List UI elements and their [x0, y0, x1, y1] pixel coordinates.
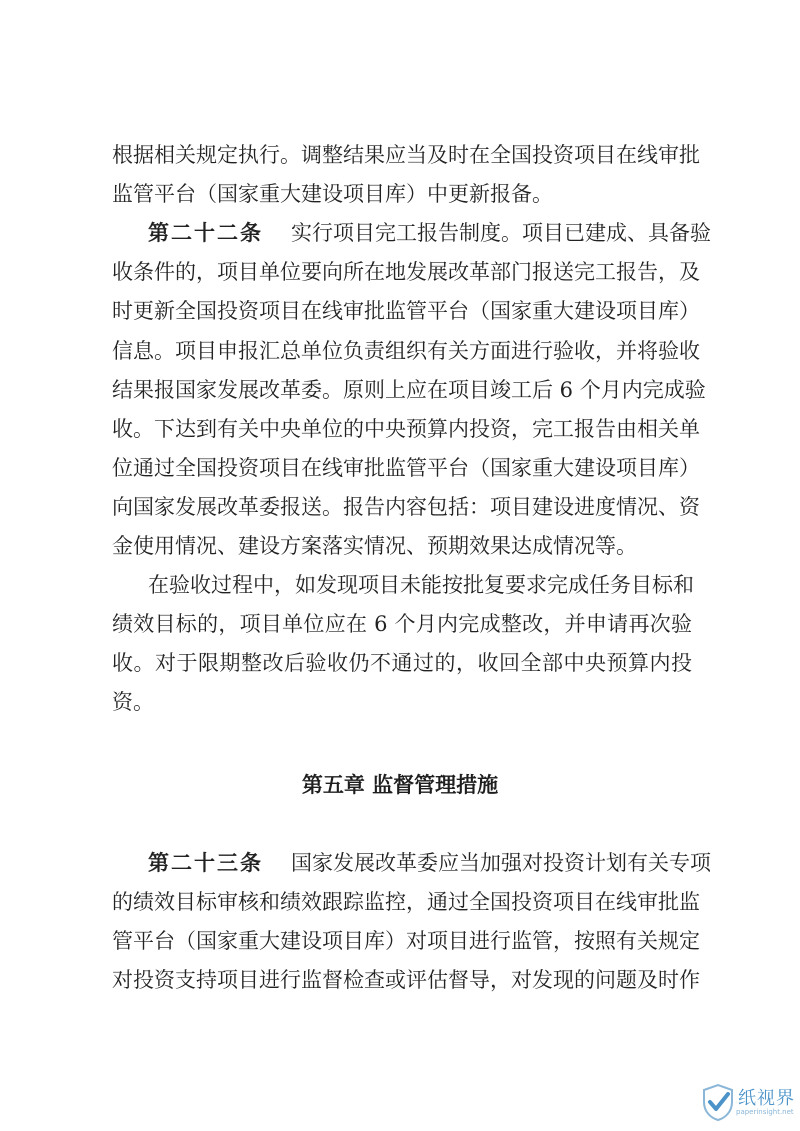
article-22-label: 第二十二条	[148, 221, 263, 245]
article-23-text: 国家发展改革委应当加强对投资计划有关专项	[291, 851, 711, 875]
article-22-line: 收条件的，项目单位要向所在地发展改革部门报送完工报告，及	[112, 260, 700, 284]
paragraph-line: 监管平台（国家重大建设项目库）中更新报备。	[112, 182, 553, 206]
article-22-text: 实行项目完工报告制度。项目已建成、具备验	[291, 221, 711, 245]
paragraph-line: 资。	[112, 690, 154, 714]
article-22-line: 信息。项目申报汇总单位负责组织有关方面进行验收，并将验收	[112, 339, 700, 363]
chapter-heading: 第五章 监督管理措施	[301, 773, 499, 797]
article-22-line: 结果报国家发展改革委。原则上应在项目竣工后 6 个月内完成验	[112, 378, 706, 402]
checkmark-shield-icon	[700, 1082, 736, 1122]
article-23-label: 第二十三条	[148, 851, 263, 875]
article-22-line: 金使用情况、建设方案落实情况、预期效果达成情况等。	[112, 534, 637, 558]
watermark-url: paperinsight.net	[736, 1108, 794, 1116]
article-23-line: 对投资支持项目进行监督检查或评估督导，对发现的问题及时作	[112, 968, 700, 992]
paragraph-line: 在验收过程中，如发现项目未能按批复要求完成任务目标和	[148, 573, 694, 597]
article-22-line: 位通过全国投资项目在线审批监管平台（国家重大建设项目库）	[112, 456, 700, 480]
article-22-line: 时更新全国投资项目在线审批监管平台（国家重大建设项目库）	[112, 299, 700, 323]
article-23-first-line	[148, 848, 728, 878]
article-22-line: 收。下达到有关中央单位的中央预算内投资，完工报告由相关单	[112, 417, 700, 441]
watermark-name: 纸视界	[738, 1088, 795, 1109]
article-23-line: 管平台（国家重大建设项目库）对项目进行监管，按照有关规定	[112, 929, 700, 953]
article-22-first-line	[148, 218, 728, 248]
watermark-logo	[700, 1082, 796, 1126]
paragraph-line: 根据相关规定执行。调整结果应当及时在全国投资项目在线审批	[112, 143, 700, 167]
paragraph-line: 收。对于限期整改后验收仍不通过的，收回全部中央预算内投	[112, 651, 692, 675]
paragraph-line: 绩效目标的，项目单位应在 6 个月内完成整改，并申请再次验	[112, 612, 692, 636]
article-23-line: 的绩效目标审核和绩效跟踪监控，通过全国投资项目在线审批监	[112, 890, 700, 914]
article-22-line: 向国家发展改革委报送。报告内容包括：项目建设进度情况、资	[112, 495, 700, 519]
